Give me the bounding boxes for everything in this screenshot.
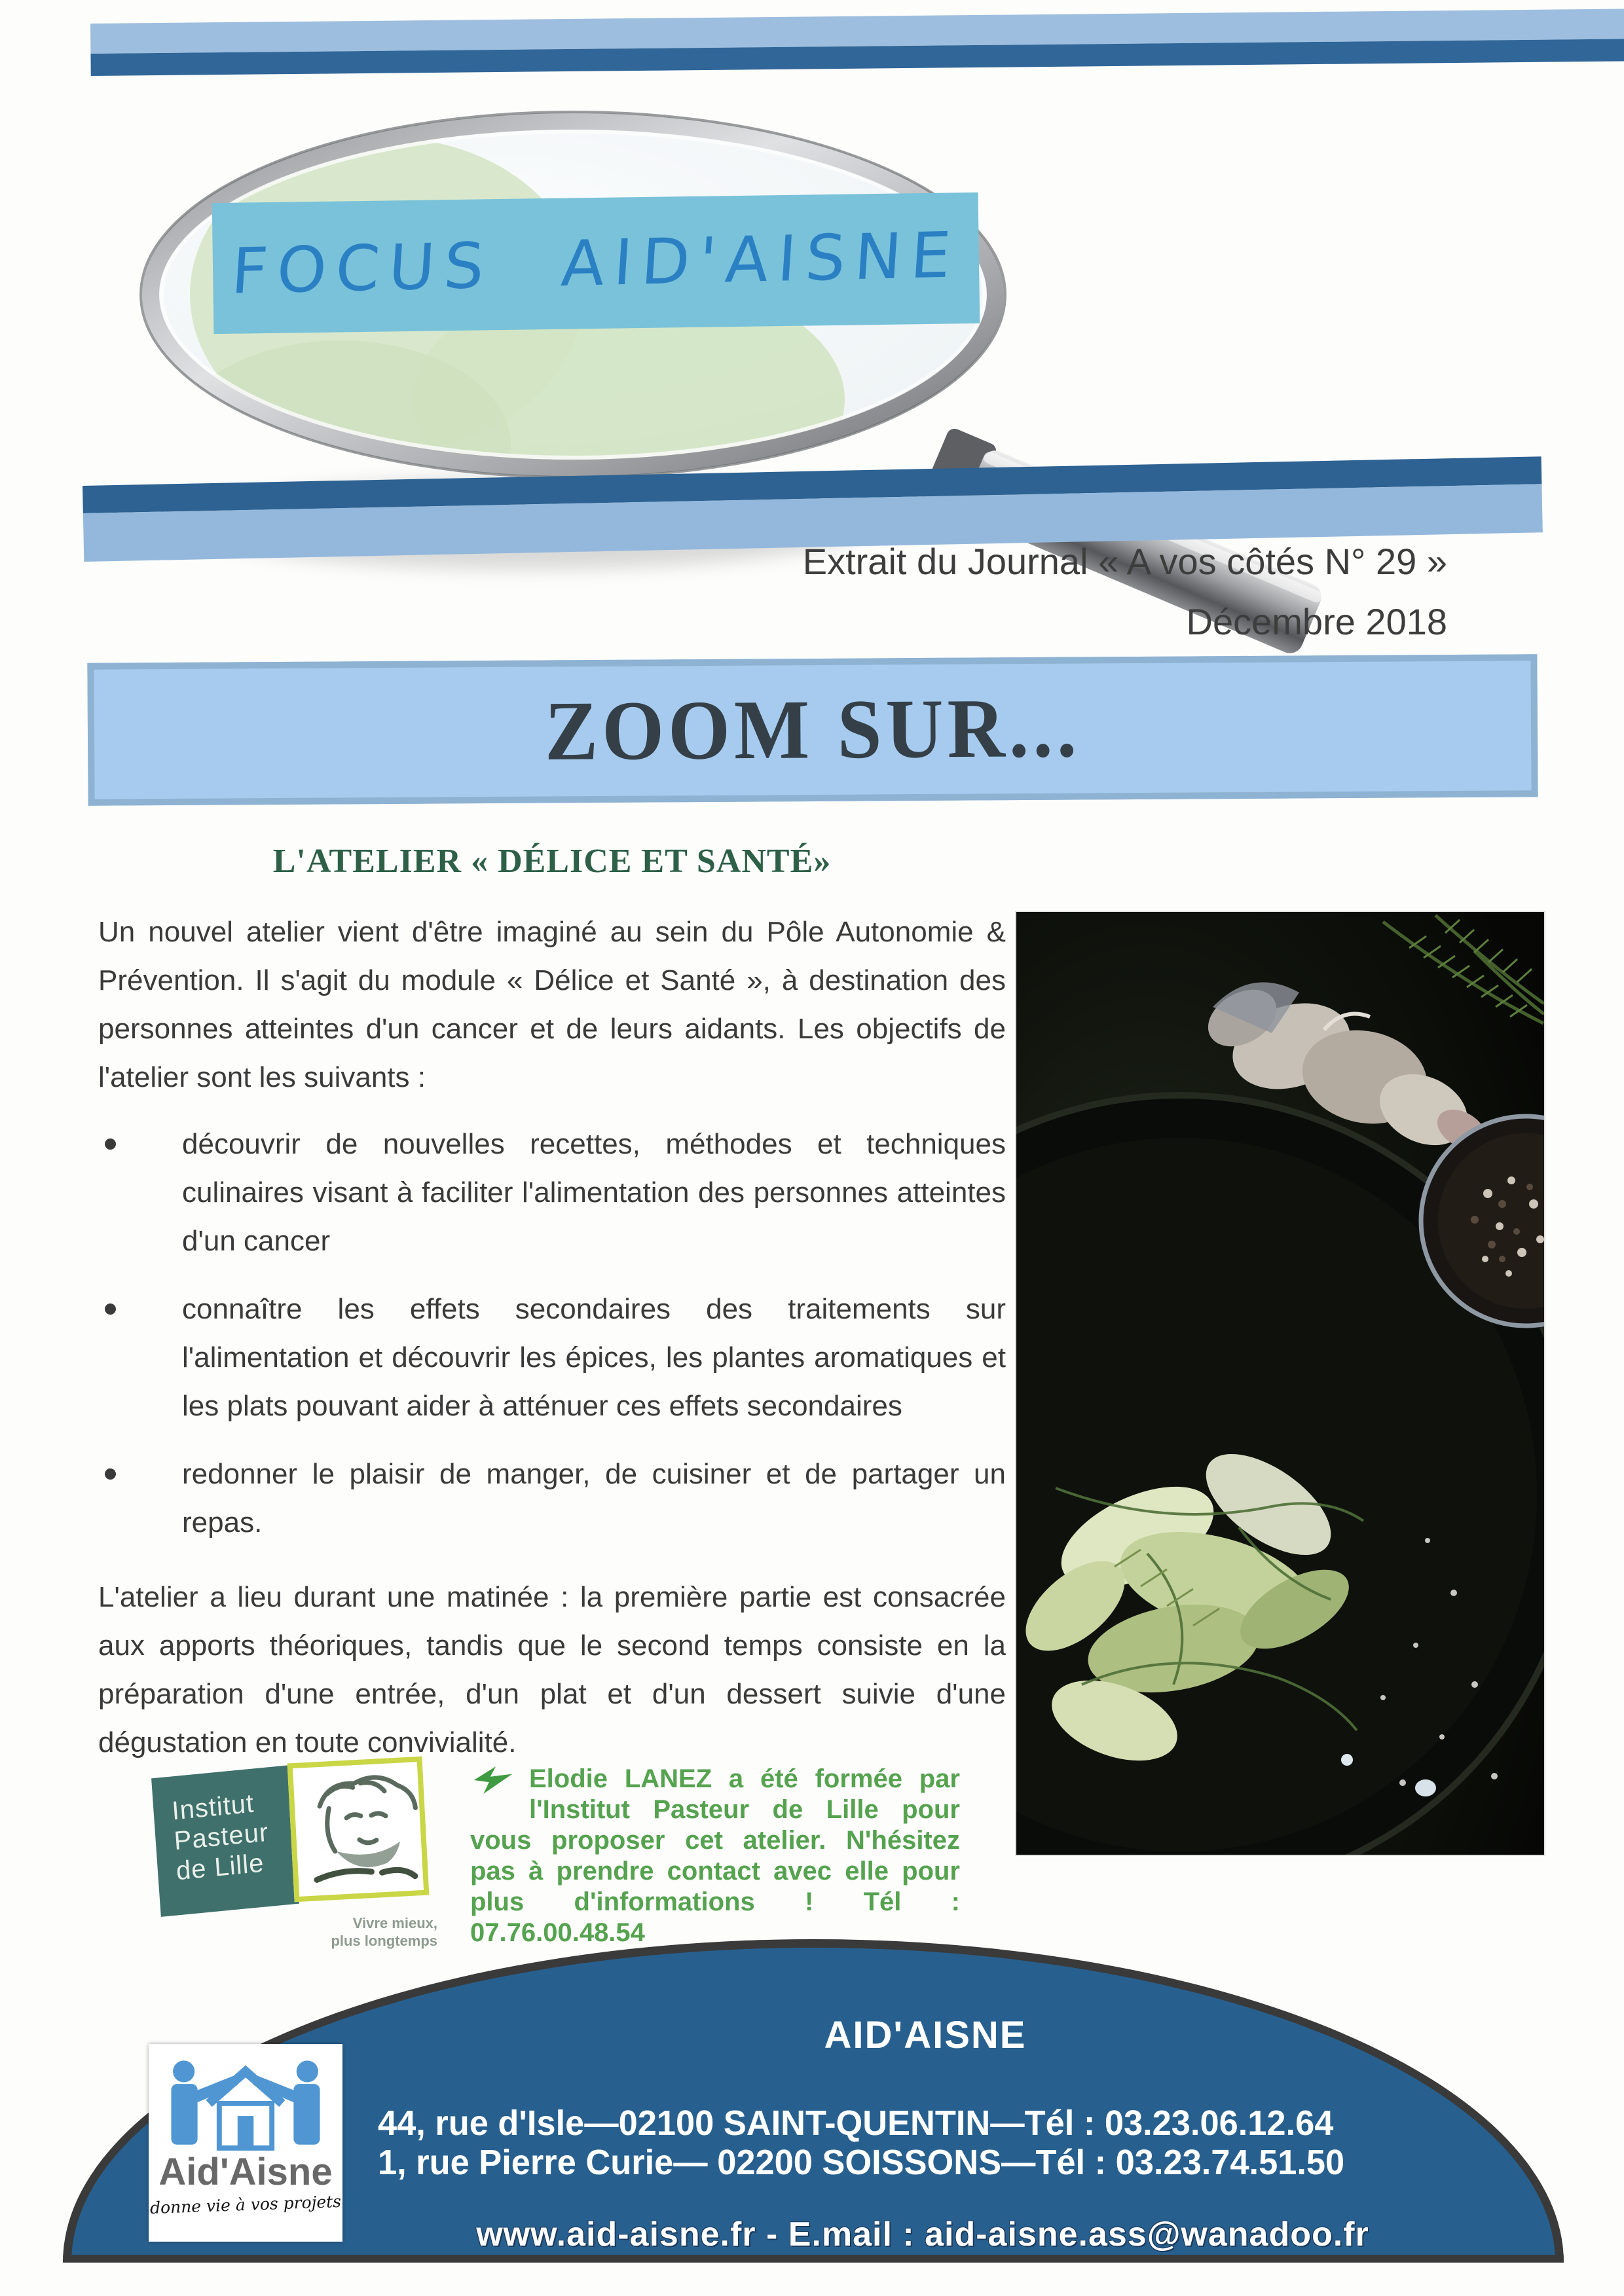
pasteur-logo-block <box>156 1760 444 1956</box>
article-intro: Un nouvel atelier vient d'être imaginé au sein du Pôle Autonomie & Prévention. Il s'agit du module « Délice et Santé », à destination des personnes atteintes d'un cancer et de leurs aidants. Les objectifs de l'atelier sont les suivants : <box>98 916 1006 1093</box>
footer-logo-card <box>149 2044 342 2242</box>
focus-banner <box>212 192 980 334</box>
food-photo-illustration <box>1016 912 1544 1855</box>
footer-org-name: AID'AISNE <box>824 2014 1027 2056</box>
pasteur-tagline-line: plus longtemps <box>331 1933 437 1949</box>
footer <box>63 1939 1564 2263</box>
footer-logo-tagline: donne vie à vos projets <box>149 2191 342 2218</box>
article <box>98 842 1006 1767</box>
bullet-item: connaître les effets secondaires des traitements sur l'alimentation et découvrir les épices, les plantes aromatiques et les plats pouvant aider à atténuer ces effets secondaires <box>98 1285 1006 1430</box>
pasteur-logo-line: Institut <box>171 1789 255 1826</box>
focus-banner-label: FOCUS AID'AISNE <box>229 218 963 308</box>
article-closing: L'atelier a lieu durant une matinée : la première partie est consacrée aux apports théoriques, tandis que le second temps consiste en la préparation d'une entrée, d'un plat et d'un dessert suivie d'une dégustation en toute convivialité. <box>98 1581 1006 1758</box>
green-arrow-icon <box>470 1765 516 1795</box>
pasteur-logo-line: Pasteur <box>173 1817 270 1856</box>
food-photo <box>1016 912 1544 1855</box>
footer-logo-name: Aid'Aisne <box>158 2151 333 2193</box>
footer-addresses <box>378 2104 1344 2182</box>
journal-extract-line: Extrait du Journal « A vos côtés N° 29 » <box>802 541 1447 582</box>
trainer-note <box>470 1764 960 1948</box>
pasteur-portrait-sketch-icon <box>293 1762 424 1897</box>
bullet-item: découvrir de nouvelles recettes, méthodes et techniques culinaires visant à faciliter l'alimentation des personnes atteintes d'un cancer <box>98 1120 1006 1266</box>
pasteur-portrait <box>287 1757 430 1902</box>
magnifier-illustration <box>124 105 1028 498</box>
footer-address-line: 1, rue Pierre Curie— 02200 SOISSONS—Tél : 03.23.74.51.50 <box>378 2143 1345 2182</box>
article-heading: L'ATELIER « DÉLICE ET SANTÉ» <box>272 843 832 880</box>
pasteur-logo-box <box>151 1765 299 1917</box>
top-bars <box>90 9 1624 76</box>
pasteur-logo-line: de Lille <box>175 1848 265 1886</box>
footer-address-line: 44, rue d'Isle—02100 SAINT-QUENTIN—Tél : 03.23.06.12.64 <box>378 2104 1334 2143</box>
zoom-banner <box>87 654 1538 806</box>
journal-date-line: Décembre 2018 <box>1186 601 1447 642</box>
zoom-banner-title: ZOOM SUR... <box>544 681 1081 778</box>
bullet-list <box>98 1120 1006 1547</box>
bullet-item: redonner le plaisir de manger, de cuisiner et de partager un repas. <box>98 1450 1006 1547</box>
journal-reference <box>803 532 1447 652</box>
pasteur-tagline <box>287 1914 437 1950</box>
footer-web-email: www.aid-aisne.fr - E.mail : aid-aisne.ass@wanadoo.fr <box>476 2215 1369 2253</box>
aid-aisne-logo-icon <box>160 2053 331 2153</box>
pasteur-tagline-line: Vivre mieux, <box>352 1915 437 1931</box>
trainer-note-text: Elodie LANEZ a été formée par l'Institut Pasteur de Lille pour vous proposer cet atelier. N'hésitez pas à prendre contact avec elle pour plus d'informations ! Tél : 07.76.00.48.54 <box>470 1764 960 1947</box>
